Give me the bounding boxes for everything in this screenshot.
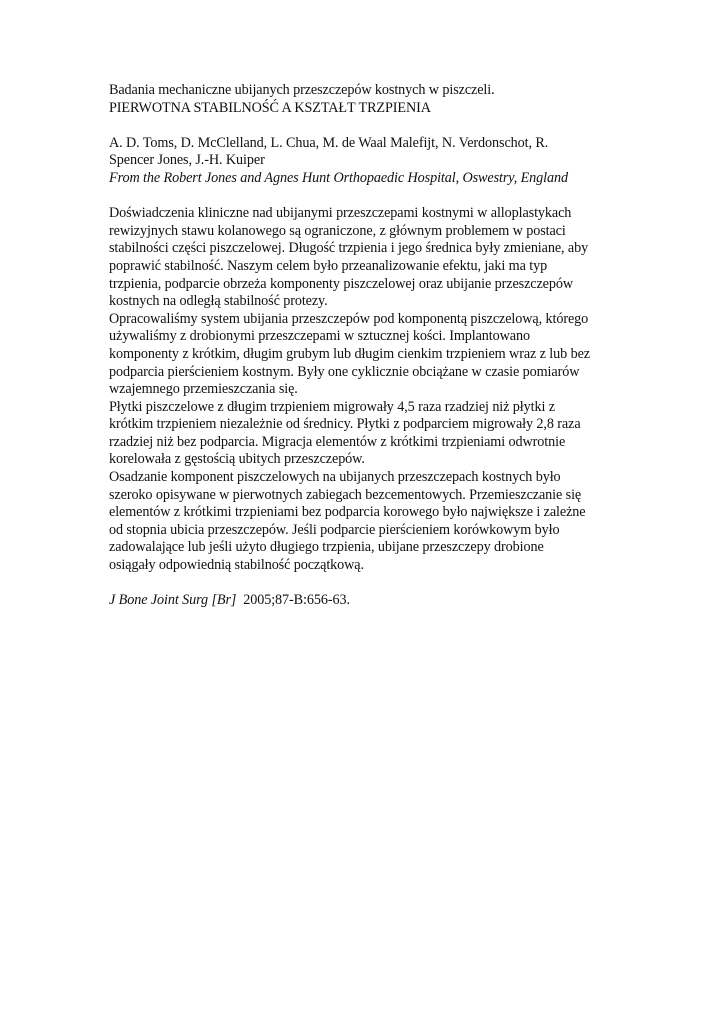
abstract-line: korelowała z gęstością ubitych przeszczepów. (109, 451, 365, 468)
abstract-line: Osadzanie komponent piszczelowych na ubijanych przeszczepach kostnych było (109, 469, 561, 486)
abstract-line: kostnych na odległą stabilność protezy. (109, 293, 328, 310)
citation (109, 592, 609, 610)
affiliation: From the Robert Jones and Agnes Hunt Orthopaedic Hospital, Oswestry, England (109, 169, 568, 186)
spacer (109, 117, 609, 135)
spacer (109, 188, 609, 206)
title-caps: PIERWOTNA STABILNOŚĆ A KSZTAŁT TRZPIENIA (109, 99, 431, 116)
abstract-line: wzajemnego przemieszczania się. (109, 381, 298, 398)
abstract-line: rzadziej niż bez podparcia. Migracja elementów z krótkimi trzpieniami odwrotnie (109, 433, 566, 450)
abstract-line: Płytki piszczelowe z długim trzpieniem migrowały 4,5 raza rzadziej niż płytki z (109, 398, 555, 415)
spacer (109, 575, 609, 593)
abstract-line: poprawić stabilność. Naszym celem było przeanalizowanie efektu, jaki ma typ (109, 257, 548, 274)
abstract-line: używaliśmy z drobionymi przeszczepami w sztucznej kości. Implantowano (109, 328, 530, 345)
title-polish: Badania mechaniczne ubijanych przeszczepów kostnych w piszczeli. (109, 82, 495, 98)
citation-reference: 2005;87-B:656-63. (243, 592, 350, 609)
authors-line-2: Spencer Jones, J.-H. Kuiper (109, 152, 265, 169)
abstract-line: Doświadczenia kliniczne nad ubijanymi przeszczepami kostnymi w alloplastykach (109, 205, 572, 222)
abstract-line: krótkim trzpieniem niezależnie od średnicy. Płytki z podparciem migrowały 2,8 raza (109, 416, 581, 433)
abstract (109, 205, 609, 574)
abstract-line: podparcia pierścieniem kostnym. Były one cyklicznie obciążane w czasie pomiarów (109, 363, 580, 380)
abstract-line: osiągały odpowiednią stabilność początkową. (109, 557, 364, 574)
abstract-line: komponenty z krótkim, długim grubym lub długim cienkim trzpieniem wraz z lub bez (109, 345, 590, 362)
abstract-line: trzpienia, podparcie obrzeża komponenty piszczelowej oraz ubijanie przeszczepów (109, 275, 574, 292)
abstract-line: rewizyjnych stawu kolanowego są ograniczone, z głównym problemem w postaci (109, 222, 566, 239)
abstract-line: szeroko opisywane w pierwotnych zabiegach bezcementowych. Przemieszczanie się (109, 486, 582, 503)
abstract-line: od stopnia ubicia przeszczepów. Jeśli podparcie pierścieniem korówkowym było (109, 521, 560, 538)
citation-journal: J Bone Joint Surg [Br] (109, 592, 237, 609)
abstract-line: stabilności części piszczelowej. Długość trzpienia i jego średnica były zmieniane, aby (109, 240, 589, 257)
abstract-line: elementów z krótkimi trzpieniami bez podparcia korowego było największe i zależne (109, 504, 586, 521)
authors-line-1: A. D. Toms, D. McClelland, L. Chua, M. de Waal Malefijt, N. Verdonschot, R. (109, 134, 549, 151)
document-page (109, 82, 609, 610)
abstract-line: Opracowaliśmy system ubijania przeszczepów pod komponentą piszczelową, którego (109, 310, 589, 327)
abstract-line: zadowalające lub jeśli użyto długiego trzpienia, ubijane przeszczepy drobione (109, 539, 544, 556)
